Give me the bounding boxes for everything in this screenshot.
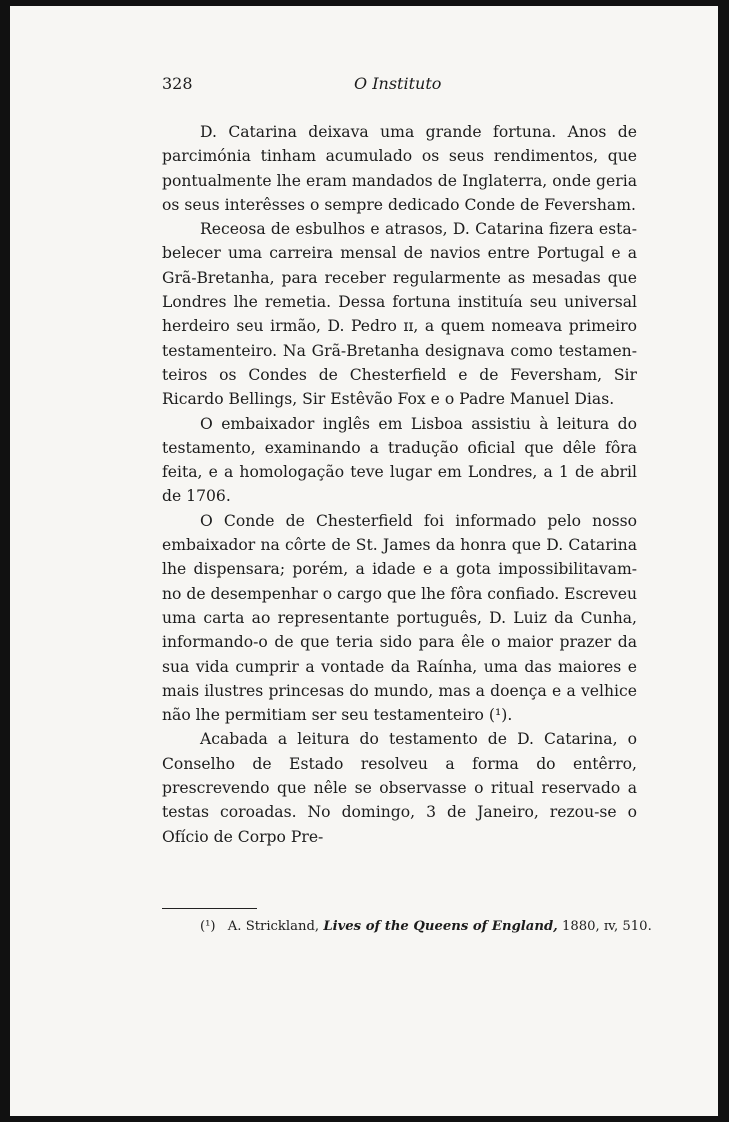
page-number: 328 bbox=[162, 74, 193, 93]
paragraph: D. Catarina deixava uma grande fortuna. Anos de parcimónia tinham acumulado os seus rendimentos, que pontualmente lhe eram mandados de Inglaterra, onde geria os seus interêsses o sempre dedicado Conde de Feversham. bbox=[162, 123, 637, 214]
running-head bbox=[162, 74, 637, 104]
footnote-details: 1880, ɪv, 510. bbox=[561, 919, 652, 934]
paragraph: O Conde de Chesterfield foi informado pelo nosso embaixador na côrte de St. James da honra que D. Catarina lhe dispensara; porém, a idade e a gota impossibilitavam-no de desempenhar o cargo que lhe fôra confiado. Escreveu uma carta ao representante português, D. Luiz da Cunha, informando-o de que teria sido para êle o maior prazer da sua vida cumprir a vontade da Raínha, uma das maiores e mais ilustres princesas do mundo, mas a doença e a velhice não lhe permitiam ser seu testamenteiro (¹). bbox=[162, 511, 637, 725]
footnote-author: A. Strickland, bbox=[227, 919, 320, 934]
page-content bbox=[162, 74, 637, 849]
footnote-book-title: Lives of the Queens of England, bbox=[323, 919, 558, 934]
footnote bbox=[200, 918, 652, 936]
paragraph: O embaixador inglês em Lisboa assistiu à leitura do testamento, examinando a tradução oficial que dêle fôra feita, e a homologação teve lugar em Londres, a 1 de abril de 1706. bbox=[162, 414, 637, 506]
footnote-marker: (¹) bbox=[200, 919, 216, 934]
paragraph: Receosa de esbulhos e atrasos, D. Catarina fizera estabelecer uma carreira mensal de navios entre Portugal e a Grã-Bretanha, para receber regularmente as mesadas que Londres lhe remetia. Dessa fortuna instituía seu universal herdeiro seu irmão, D. Pedro ɪɪ, a quem nomeava primeiro testamenteiro. Na Grã-Bretanha designava como testamenteiros os Condes de Chesterfield e de Feversham, Sir Ricardo Bellings, Sir Estêvão Fox e o Padre Manuel Dias. bbox=[162, 220, 637, 409]
footnote-divider bbox=[162, 908, 257, 909]
paragraph: Acabada a leitura do testamento de D. Catarina, o Conselho de Estado resolveu a forma do entêrro, prescrevendo que nêle se observasse o ritual reservado a testas coroadas. No domingo, 3 de Janeiro, rezou-se o Ofício de Corpo Pre- bbox=[162, 730, 637, 846]
body-text bbox=[162, 120, 637, 849]
running-title: O Instituto bbox=[354, 74, 442, 93]
